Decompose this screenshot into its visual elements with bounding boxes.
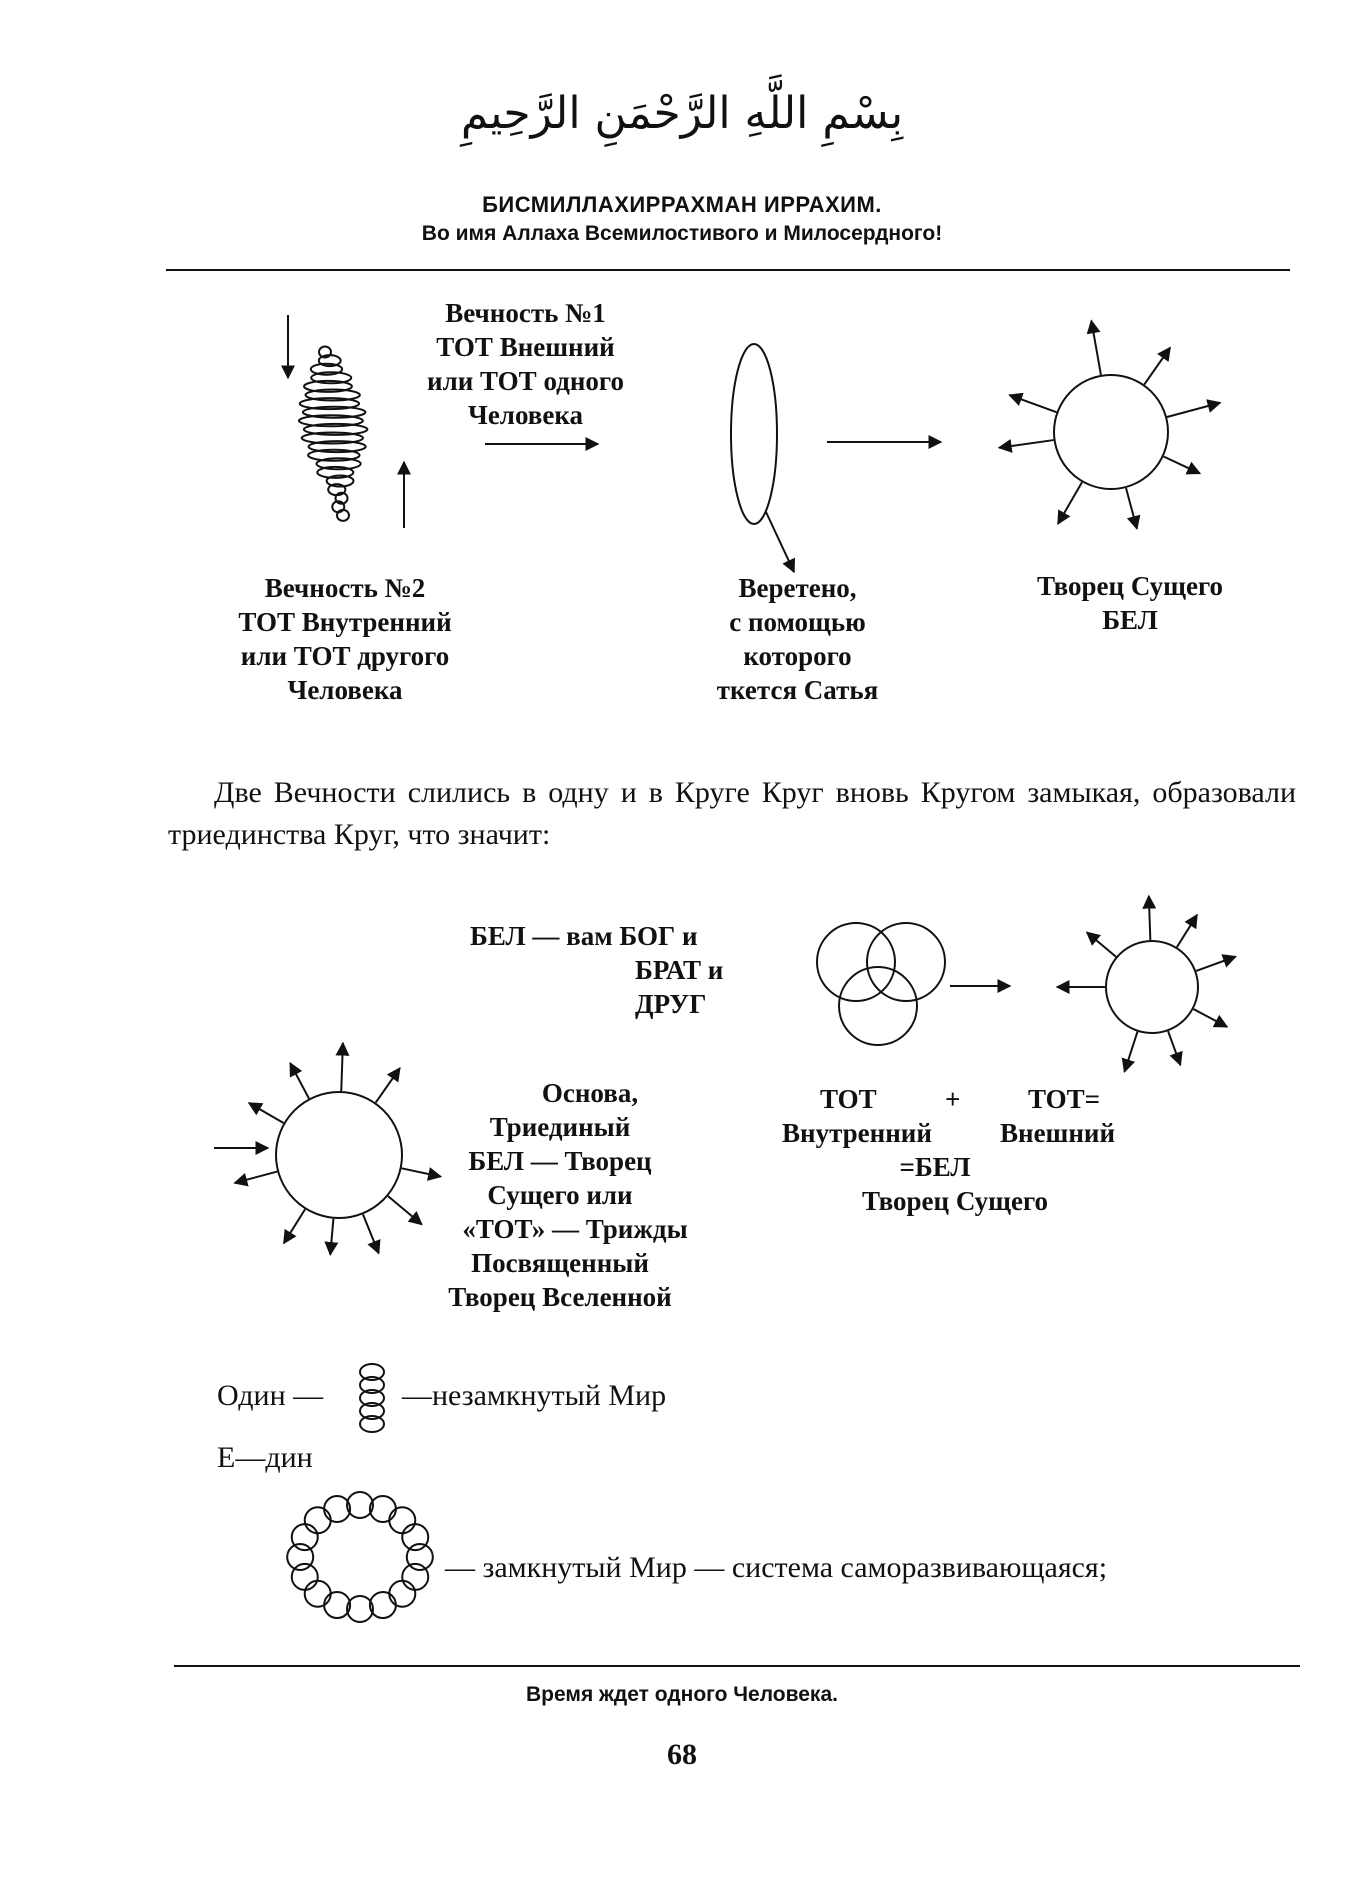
basis-label: Основа, Триединый БЕЛ — Творец Сущего или «ТОТ» — Трижды Посвященный Творец Вселенной: [448, 1078, 688, 1312]
triple-circle-icon-1: [817, 923, 895, 1001]
tot-outer-word: ТОТ=: [1028, 1084, 1101, 1114]
header-subtitle: Во имя Аллаха Всемилостивого и Милосердного!: [421, 222, 943, 245]
ray-arrow-icon: [1091, 321, 1101, 375]
ray-arrow-icon: [290, 1063, 309, 1098]
footer-text: Время ждет одного Человека.: [526, 1683, 838, 1706]
tot-equation: [770, 1082, 1140, 1218]
ray-arrow-icon: [341, 1043, 343, 1091]
ring-bead: [324, 1496, 350, 1522]
ray-arrow-icon: [1149, 896, 1151, 940]
ring-bead: [292, 1524, 318, 1550]
inner-word: Внутренний: [782, 1118, 932, 1148]
ring-bead: [347, 1492, 373, 1518]
ray-arrow-icon: [363, 1214, 379, 1253]
spindle-arrow-icon: [766, 512, 794, 572]
ray-arrow-icon: [1177, 915, 1197, 947]
ring-bead: [402, 1564, 428, 1590]
ray-arrow-icon: [249, 1103, 284, 1123]
ring-bead: [347, 1596, 373, 1622]
ring-bead: [402, 1524, 428, 1550]
ray-arrow-icon: [235, 1172, 278, 1183]
ring-bead: [407, 1544, 433, 1570]
ray-arrow-icon: [284, 1209, 305, 1243]
header-title: БИСМИЛЛАХИРРАХМАН ИРРАХИМ.: [482, 192, 882, 217]
ray-arrow-icon: [1164, 457, 1200, 474]
ray-arrow-icon: [1167, 403, 1220, 417]
ray-arrow-icon: [376, 1068, 400, 1102]
basis-sun-icon: [276, 1092, 402, 1218]
ring-bead: [370, 1496, 396, 1522]
ring-bead: [389, 1581, 415, 1607]
ring-bead: [389, 1507, 415, 1533]
ray-arrow-icon: [1126, 488, 1137, 529]
closed-world-label: — замкнутый Мир — система саморазвивающаяся;: [445, 1551, 1108, 1584]
ring-bead: [305, 1507, 331, 1533]
sun-rays-icon: [999, 321, 1220, 529]
creator-sun-icon: [1054, 375, 1168, 489]
spindle-ellipse-icon: [731, 344, 777, 524]
equals-bel: =БЕЛ: [899, 1152, 971, 1182]
creator-of-existence: Творец Сущего: [861, 1186, 1049, 1216]
outer-word: Внешний: [1000, 1118, 1116, 1148]
tot-inner-word: ТОТ: [820, 1084, 877, 1114]
open-world-label: —незамкнутый Мир: [402, 1379, 667, 1412]
closed-ring-icon: [287, 1492, 433, 1622]
ray-arrow-icon: [1196, 957, 1235, 971]
page-number: 68: [667, 1738, 697, 1771]
plus-sign: +: [945, 1084, 961, 1114]
eternity-1-label: Вечность №1 ТОТ Внешний или ТОТ одного Человека: [427, 298, 624, 430]
one-label: Один —: [217, 1379, 324, 1412]
ray-arrow-icon: [999, 440, 1053, 448]
spindle-label: Веретено, с помощью которого ткется Сатья: [716, 573, 879, 705]
ray-arrow-icon: [1193, 1009, 1227, 1027]
triple-circle-icon-2: [867, 923, 945, 1001]
coil-spring-icon: [299, 347, 367, 521]
bel-label: БЕЛ — вам БОГ и БРАТ и ДРУГ: [470, 921, 724, 1019]
ring-bead: [287, 1544, 313, 1570]
ray-arrow-icon: [330, 1219, 333, 1255]
edin-label: Е—дин: [217, 1441, 313, 1474]
creator-label: Творец Сущего БЕЛ: [1036, 571, 1224, 635]
ray-arrow-icon: [1144, 348, 1170, 385]
bel-sun-icon: [1106, 941, 1198, 1033]
triple-circle-icon-3: [839, 967, 917, 1045]
ring-bead: [324, 1592, 350, 1618]
body-paragraph: Две Вечности слились в одну и в Круге Круг вновь Кругом замыкая, образовали триединства Круг, что значит:: [168, 776, 1296, 851]
eternity-2-label: Вечность №2 ТОТ Внутренний или ТОТ другого Человека: [238, 573, 452, 705]
ring-bead: [370, 1592, 396, 1618]
open-chain-icon: [360, 1364, 384, 1432]
ray-arrow-icon: [1124, 1032, 1137, 1072]
ring-bead: [305, 1581, 331, 1607]
ray-arrow-icon: [1010, 395, 1057, 412]
ray-arrow-icon: [1058, 482, 1082, 524]
arabic-calligraphy: بِسْمِ اللَّهِ الرَّحْمَنِ الرَّحِيمِ: [460, 88, 904, 139]
footer-divider: [174, 1665, 1300, 1667]
ring-bead: [292, 1564, 318, 1590]
ray-arrow-icon: [1087, 932, 1116, 956]
sun-rays-icon-2: [1057, 896, 1236, 1072]
ray-arrow-icon: [1168, 1031, 1180, 1065]
